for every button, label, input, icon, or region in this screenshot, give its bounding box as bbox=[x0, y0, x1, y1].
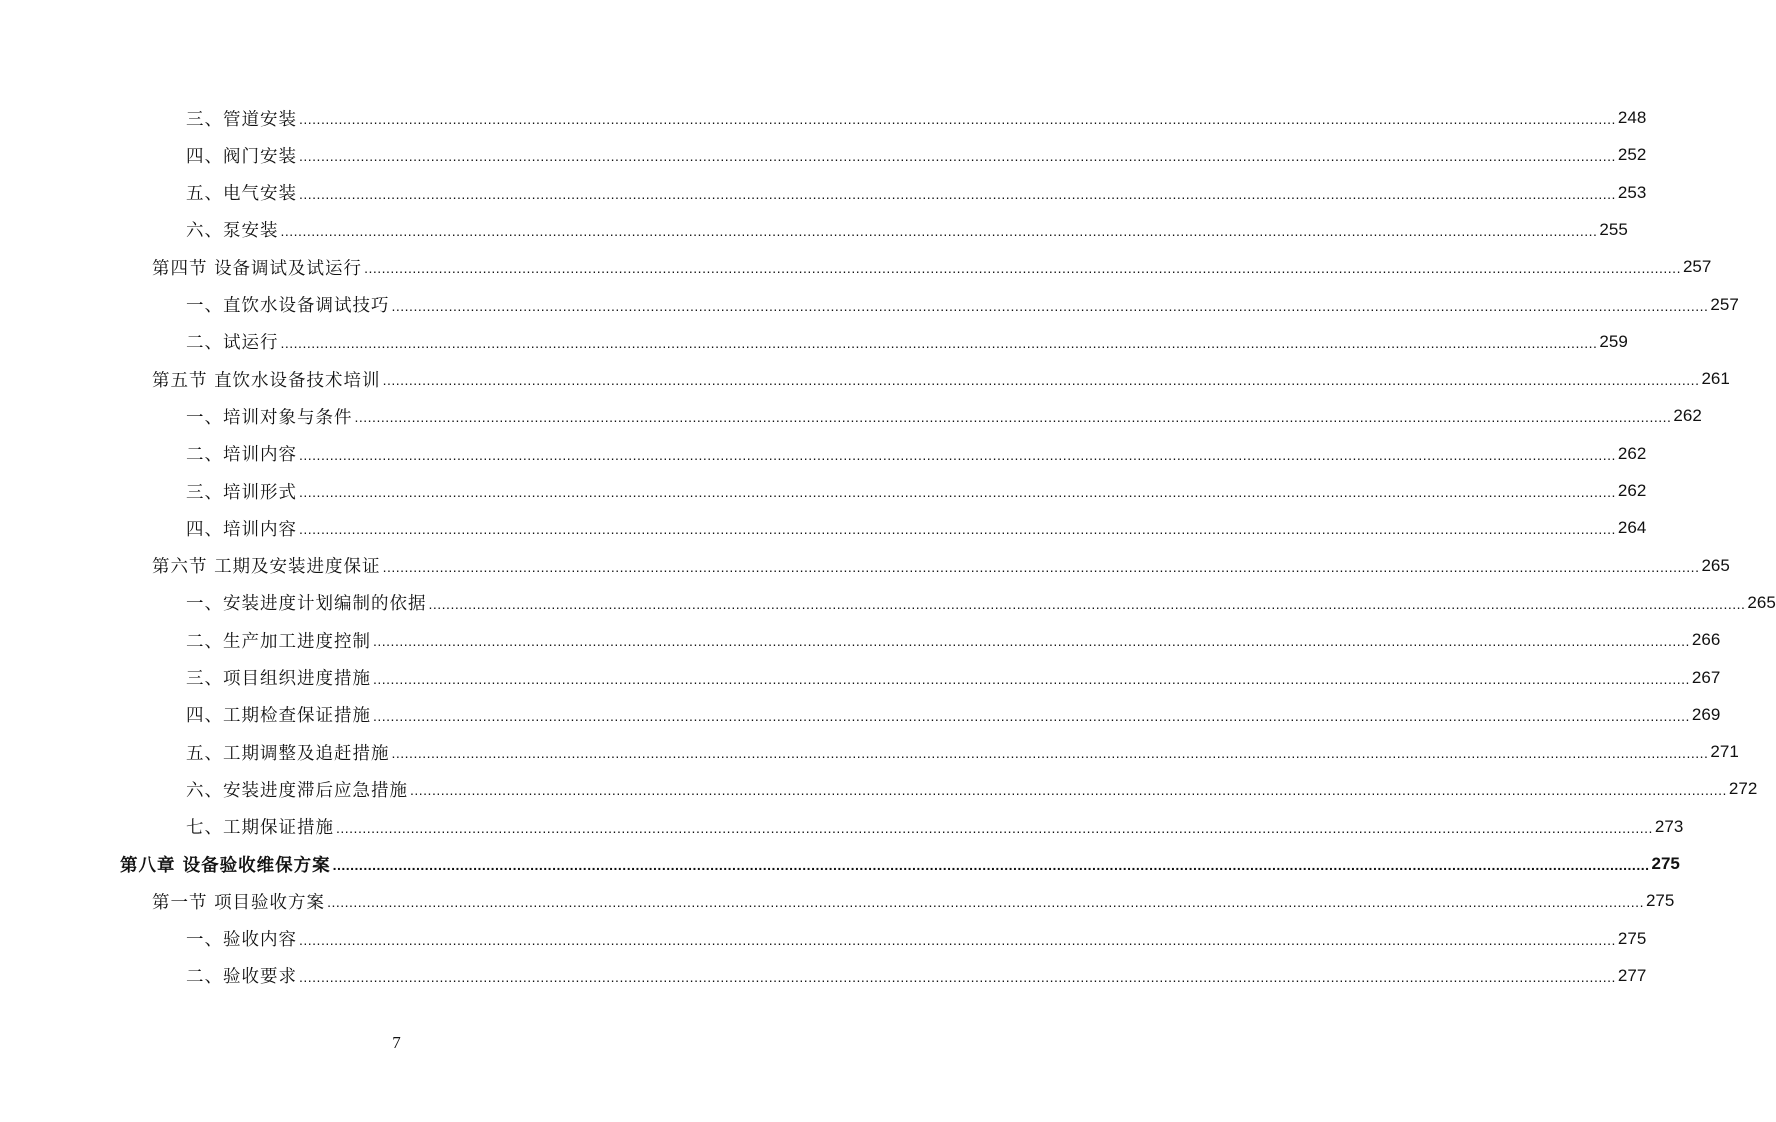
toc-entry-page-number: 271 bbox=[1710, 742, 1739, 762]
toc-entry-title: 四、工期检查保证措施 bbox=[186, 706, 371, 727]
toc-entry-page-number: 264 bbox=[1617, 518, 1647, 538]
toc-entry-title: 五、电气安装 bbox=[186, 184, 297, 205]
toc-entry-page-number: 277 bbox=[1617, 965, 1647, 985]
toc-entry-title: 二、生产加工进度控制 bbox=[186, 631, 371, 652]
toc-entry-title: 三、管道安装 bbox=[186, 109, 297, 130]
toc-item-entry[interactable] bbox=[186, 625, 1721, 655]
toc-entry-title: 二、试运行 bbox=[186, 333, 279, 354]
toc-dot-leader: ............................................................................................................................................................................................................................................................................................................ bbox=[299, 148, 1616, 165]
toc-entry-page-number: 267 bbox=[1691, 667, 1721, 687]
toc-entry-title: 三、项目组织进度措施 bbox=[186, 669, 371, 689]
toc-dot-leader: ............................................................................................................................................................................................................................................................................................................ bbox=[299, 484, 1616, 500]
toc-item-entry[interactable] bbox=[186, 290, 1739, 320]
toc-dot-leader: ............................................................................................................................................................................................................................................................................................................ bbox=[299, 185, 1616, 202]
toc-dot-leader: ............................................................................................................................................................................................................................................................................................................ bbox=[391, 745, 1709, 762]
toc-dot-leader: ............................................................................................................................................................................................................................................................................................................ bbox=[280, 222, 1598, 239]
toc-entry-page-number: 255 bbox=[1599, 219, 1628, 239]
toc-item-entry[interactable] bbox=[186, 774, 1758, 804]
toc-dot-leader: ............................................................................................................................................................................................................................................................................................................ bbox=[410, 782, 1727, 799]
toc-entry-page-number: 265 bbox=[1747, 592, 1776, 612]
toc-section-entry[interactable] bbox=[152, 252, 1712, 282]
toc-entry-page-number: 262 bbox=[1673, 406, 1702, 426]
toc-entry-title: 六、安装进度滞后应急措施 bbox=[186, 780, 408, 801]
toc-entry-title: 第一节 项目验收方案 bbox=[152, 892, 326, 913]
toc-chapter-entry[interactable] bbox=[120, 849, 1680, 879]
toc-item-entry[interactable] bbox=[186, 178, 1647, 208]
toc-dot-leader: ............................................................................................................................................................................................................................................................................................................ bbox=[299, 111, 1616, 127]
toc-entry-title: 第四节 设备调试及试运行 bbox=[152, 258, 363, 279]
toc-entry-title: 七、工期保证措施 bbox=[186, 818, 334, 839]
toc-item-entry[interactable] bbox=[186, 401, 1702, 431]
toc-section-entry[interactable] bbox=[152, 886, 1675, 916]
toc-entry-title: 第六节 工期及安装进度保证 bbox=[152, 557, 381, 578]
toc-entry-page-number: 275 bbox=[1645, 891, 1675, 911]
toc-entry-page-number: 272 bbox=[1728, 779, 1758, 799]
toc-entry-page-number: 265 bbox=[1701, 555, 1730, 575]
toc-entry-page-number: 253 bbox=[1617, 182, 1647, 202]
toc-section-entry[interactable] bbox=[152, 551, 1730, 581]
toc-entry-page-number: 261 bbox=[1701, 369, 1730, 389]
toc-dot-leader: ............................................................................................................................................................................................................................................................................................................ bbox=[327, 894, 1644, 911]
toc-item-entry[interactable] bbox=[186, 476, 1647, 506]
toc-entry-title: 一、培训对象与条件 bbox=[186, 407, 353, 428]
toc-entry-title: 四、阀门安装 bbox=[186, 146, 297, 167]
toc-dot-leader: ............................................................................................................................................................................................................................................................................................................ bbox=[391, 297, 1709, 314]
toc-item-entry[interactable] bbox=[186, 924, 1647, 954]
toc-dot-leader: ............................................................................................................................................................................................................................................................................................................ bbox=[382, 558, 1700, 575]
toc-entry-title: 一、安装进度计划编制的依据 bbox=[186, 594, 427, 615]
toc-entry-title: 二、验收要求 bbox=[186, 967, 297, 988]
toc-item-entry[interactable] bbox=[186, 700, 1721, 730]
toc-item-entry[interactable] bbox=[186, 103, 1647, 133]
toc-item-entry[interactable] bbox=[186, 327, 1628, 357]
toc-dot-leader: ............................................................................................................................................................................................................................................................................................................ bbox=[336, 819, 1653, 836]
toc-dot-leader: ............................................................................................................................................................................................................................................................................................................ bbox=[299, 446, 1616, 463]
toc-item-entry[interactable] bbox=[186, 513, 1647, 543]
toc-dot-leader: ............................................................................................................................................................................................................................................................................................................ bbox=[299, 968, 1616, 985]
toc-entry-page-number: 269 bbox=[1691, 704, 1721, 724]
toc-entry-title: 四、培训内容 bbox=[186, 519, 297, 540]
toc-entry-title: 二、培训内容 bbox=[186, 445, 297, 466]
toc-entry-page-number: 252 bbox=[1617, 145, 1647, 165]
toc-entry-page-number: 262 bbox=[1617, 443, 1647, 463]
toc-entry-page-number: 248 bbox=[1617, 108, 1647, 127]
toc-entry-title: 三、培训形式 bbox=[186, 482, 297, 503]
toc-item-entry[interactable] bbox=[186, 588, 1776, 618]
toc-entry-title: 五、工期调整及追赶措施 bbox=[186, 743, 390, 764]
toc-dot-leader: ............................................................................................................................................................................................................................................................................................................ bbox=[299, 521, 1616, 538]
toc-dot-leader: ............................................................................................................................................................................................................................................................................................................ bbox=[332, 857, 1650, 873]
toc-entry-page-number: 266 bbox=[1691, 630, 1721, 650]
toc-dot-leader: ............................................................................................................................................................................................................................................................................................................ bbox=[373, 633, 1690, 650]
toc-dot-leader: ............................................................................................................................................................................................................................................................................................................ bbox=[354, 409, 1672, 426]
toc-item-entry[interactable] bbox=[186, 737, 1739, 767]
toc-entry-page-number: 262 bbox=[1617, 481, 1647, 500]
toc-item-entry[interactable] bbox=[186, 215, 1628, 245]
toc-entry-title: 第五节 直饮水设备技术培训 bbox=[152, 370, 381, 391]
toc-item-entry[interactable] bbox=[186, 663, 1721, 693]
toc-entry-title: 一、直饮水设备调试技巧 bbox=[186, 296, 390, 316]
toc-entry-title: 一、验收内容 bbox=[186, 930, 297, 951]
toc-entry-title: 六、泵安装 bbox=[186, 221, 279, 242]
toc-entry-page-number: 273 bbox=[1654, 816, 1684, 836]
toc-dot-leader: ............................................................................................................................................................................................................................................................................................................ bbox=[364, 260, 1681, 277]
toc-entry-page-number: 257 bbox=[1682, 257, 1712, 277]
toc-dot-leader: ............................................................................................................................................................................................................................................................................................................ bbox=[299, 931, 1616, 948]
toc-item-entry[interactable] bbox=[186, 812, 1684, 842]
toc-entry-page-number: 259 bbox=[1599, 331, 1628, 351]
toc-entry-page-number: 257 bbox=[1710, 294, 1739, 314]
toc-entry-page-number: 275 bbox=[1617, 928, 1647, 948]
toc-entry-title: 第八章 设备验收维保方案 bbox=[120, 855, 331, 876]
toc-dot-leader: ............................................................................................................................................................................................................................................................................................................ bbox=[280, 334, 1598, 351]
toc-section-entry[interactable] bbox=[152, 364, 1730, 394]
toc-entry-page-number: 275 bbox=[1651, 854, 1680, 873]
toc-dot-leader: ............................................................................................................................................................................................................................................................................................................ bbox=[373, 670, 1690, 687]
toc-item-entry[interactable] bbox=[186, 961, 1647, 991]
page-number: 7 bbox=[392, 1033, 401, 1052]
toc-dot-leader: ............................................................................................................................................................................................................................................................................................................ bbox=[373, 707, 1690, 724]
toc-item-entry[interactable] bbox=[186, 439, 1647, 469]
toc-item-entry[interactable] bbox=[186, 140, 1647, 170]
toc-dot-leader: ............................................................................................................................................................................................................................................................................................................ bbox=[382, 372, 1700, 389]
toc-dot-leader: ............................................................................................................................................................................................................................................................................................................ bbox=[428, 595, 1746, 612]
